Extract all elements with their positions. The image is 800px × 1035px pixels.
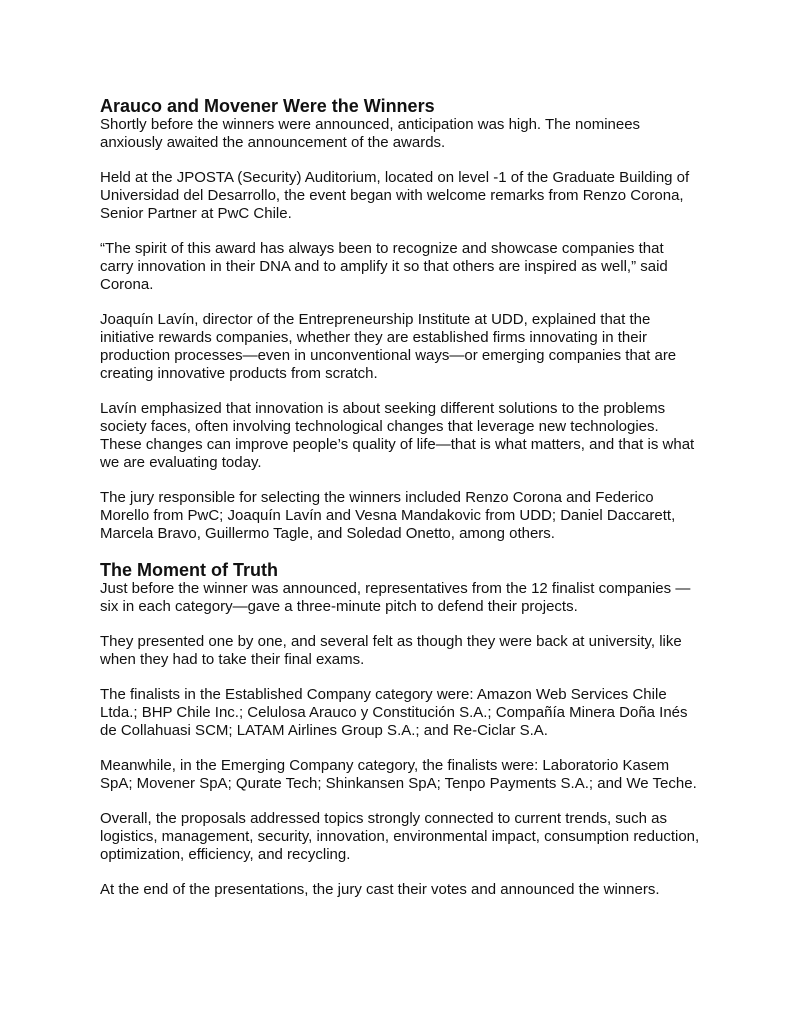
paragraph: Just before the winner was announced, representatives from the 12 finalist companies —six in each category—gave a three-minute pitch to defend their projects. <box>100 580 691 615</box>
section-heading: Arauco and Movener Were the Winners <box>100 96 435 116</box>
paragraph: The jury responsible for selecting the winners included Renzo Corona and Federico Morello from PwC; Joaquín Lavín and Vesna Mandakovic from UDD; Daniel Daccarett, Marcela Bravo, Guillermo Tagle, and Soledad Onetto, among others. <box>100 489 676 542</box>
section-heading: The Moment of Truth <box>100 560 278 580</box>
paragraph: “The spirit of this award has always been to recognize and showcase companies that carry innovation in their DNA and to amplify it so that others are inspired as well,” said Corona. <box>100 240 668 293</box>
paragraph: Overall, the proposals addressed topics strongly connected to current trends, such as logistics, management, security, innovation, environmental impact, consumption reduction, optimization, efficiency, and recycling. <box>100 810 700 863</box>
paragraph: Shortly before the winners were announced, anticipation was high. The nominees anxiously awaited the announcement of the awards. <box>100 116 641 151</box>
paragraph: Joaquín Lavín, director of the Entrepreneurship Institute at UDD, explained that the initiative rewards companies, whether they are established firms innovating in their production processes—even in unconventional ways—or emerging companies that are creating innovative products from scratch. <box>100 311 677 382</box>
document-page <box>100 96 700 916</box>
paragraph: At the end of the presentations, the jury cast their votes and announced the winners. <box>100 881 660 898</box>
paragraph: Meanwhile, in the Emerging Company category, the finalists were: Laboratorio Kasem SpA; Movener SpA; Qurate Tech; Shinkansen SpA; Tenpo Payments S.A.; and We Teche. <box>100 757 697 792</box>
section-moment-of-truth <box>100 560 700 899</box>
paragraph: The finalists in the Established Company category were: Amazon Web Services Chile Ltda.; BHP Chile Inc.; Celulosa Arauco y Constitución S.A.; Compañía Minera Doña Inés de Collahuasi SCM; LATAM Airlines Group S.A.; and Re-Ciclar S.A. <box>100 686 688 739</box>
paragraph: Lavín emphasized that innovation is about seeking different solutions to the problems society faces, often involving technological changes that leverage new technologies. These changes can improve people’s quality of life—that is what matters, and that is what we are evaluating today. <box>100 400 695 471</box>
paragraph: Held at the JPOSTA (Security) Auditorium, located on level -1 of the Graduate Building of Universidad del Desarrollo, the event began with welcome remarks from Renzo Corona, Senior Partner at PwC Chile. <box>100 169 690 222</box>
paragraph: They presented one by one, and several felt as though they were back at university, like when they had to take their final exams. <box>100 633 682 668</box>
section-winners <box>100 96 700 543</box>
